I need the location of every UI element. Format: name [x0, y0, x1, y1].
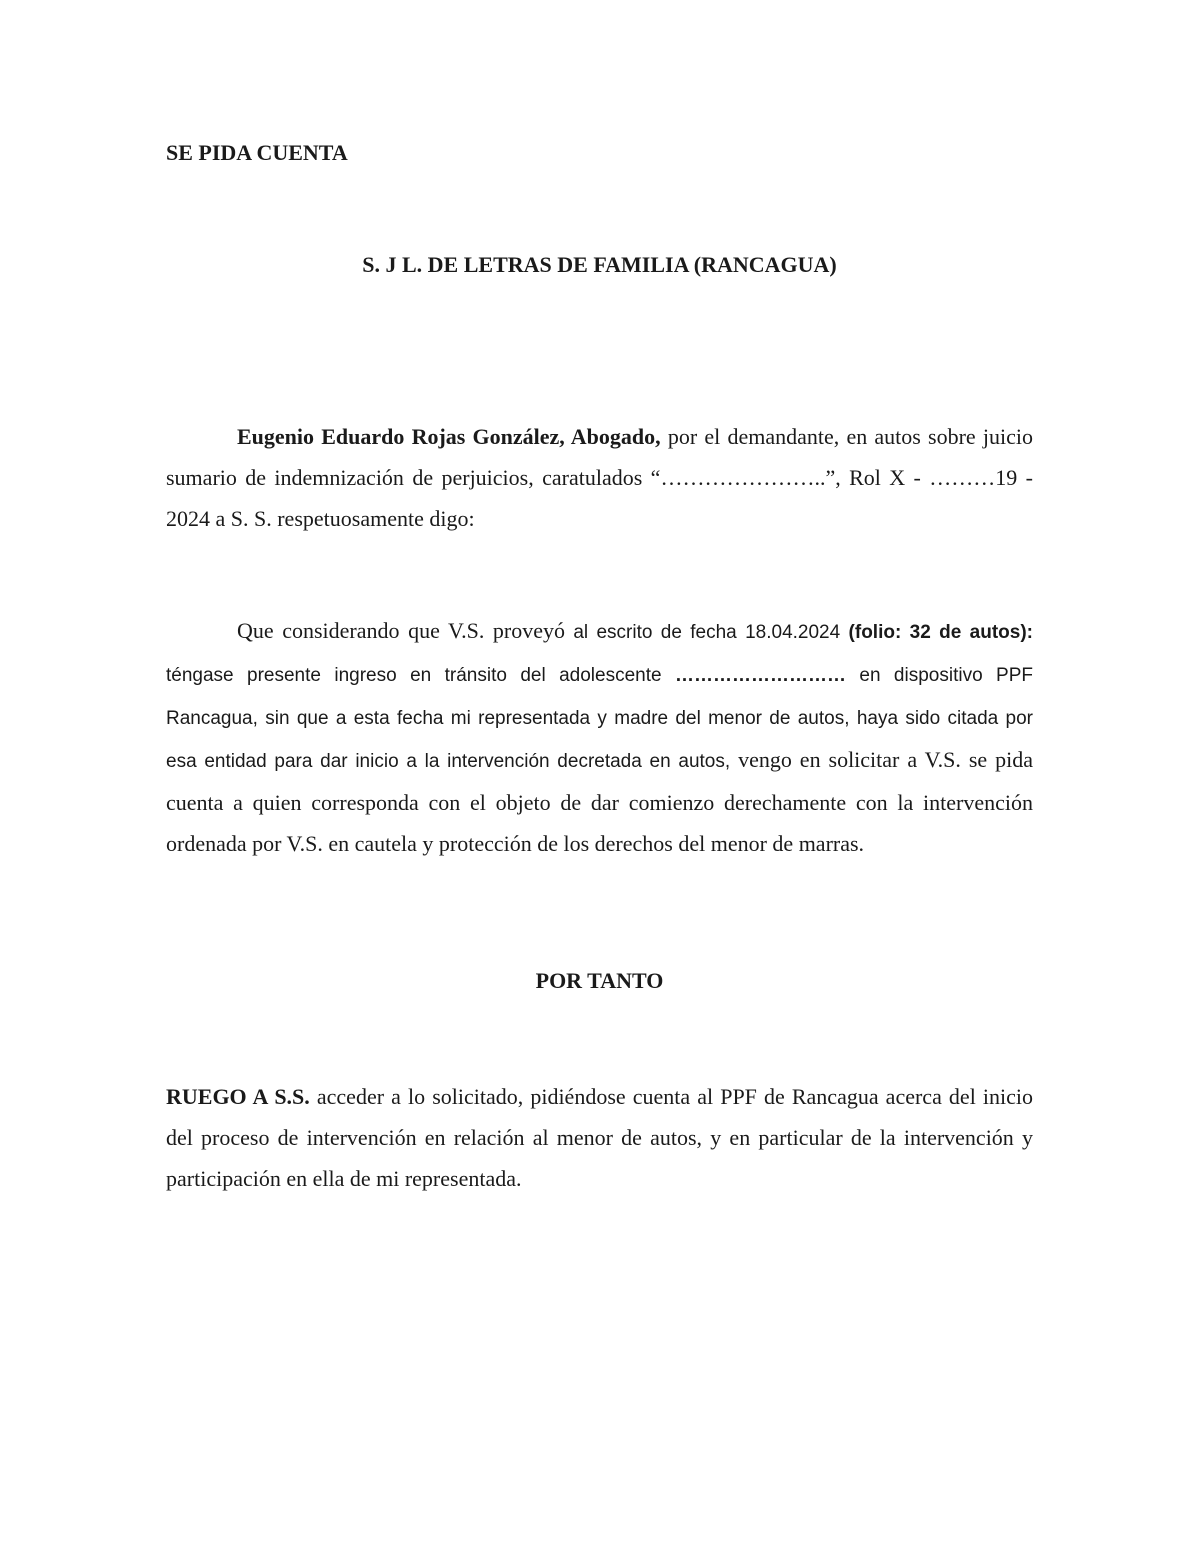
intro-text: por el demandante, en autos sobre juicio sumario de indemnización de perjuicios, caratulados “…………………..”, Rol X - ………19 - 2024 a S. S. respetuosamente digo:	[166, 424, 1034, 531]
request-text-part3: (folio: 32 de autos):	[848, 622, 1033, 643]
petition-lead: RUEGO A S.S.	[166, 1084, 310, 1109]
request-text-part4: téngase presente ingreso en tránsito del adolescente	[166, 665, 675, 686]
request-text-part1: Que considerando que V.S. proveyó	[237, 618, 565, 643]
petition-text: acceder a lo solicitado, pidiéndose cuenta al PPF de Rancagua acerca del inicio del proceso de intervención en relación al menor de autos, y en particular de la intervención y participación en ella de mi representada.	[166, 1084, 1033, 1191]
court-heading: S. J L. DE LETRAS DE FAMILIA (RANCAGUA)	[362, 252, 837, 277]
request-text-part5: ………………………	[674, 665, 846, 686]
petition-paragraph	[166, 1076, 1033, 1199]
lawyer-name: Eugenio Eduardo Rojas González, Abogado,	[237, 424, 661, 449]
request-paragraph	[166, 610, 1033, 864]
intro-paragraph	[166, 416, 1033, 539]
por-tanto-heading: POR TANTO	[535, 968, 664, 993]
sumilla-heading: SE PIDA CUENTA	[166, 140, 348, 165]
request-text-part6: en dispositivo PPF Rancagua, sin que a esta fecha mi representada y madre del menor de autos, haya sido citada por esa entidad para dar inicio a la intervención decretada en autos,	[166, 665, 1033, 772]
request-text-part2: al escrito de fecha 18.04.2024	[564, 622, 849, 643]
request-text-part7: vengo en solicitar a V.S. se pida cuenta a quien corresponda con el objeto de dar comienzo derechamente con la intervención ordenada por V.S. en cautela y protección de los derechos del menor de marras.	[166, 747, 1033, 856]
